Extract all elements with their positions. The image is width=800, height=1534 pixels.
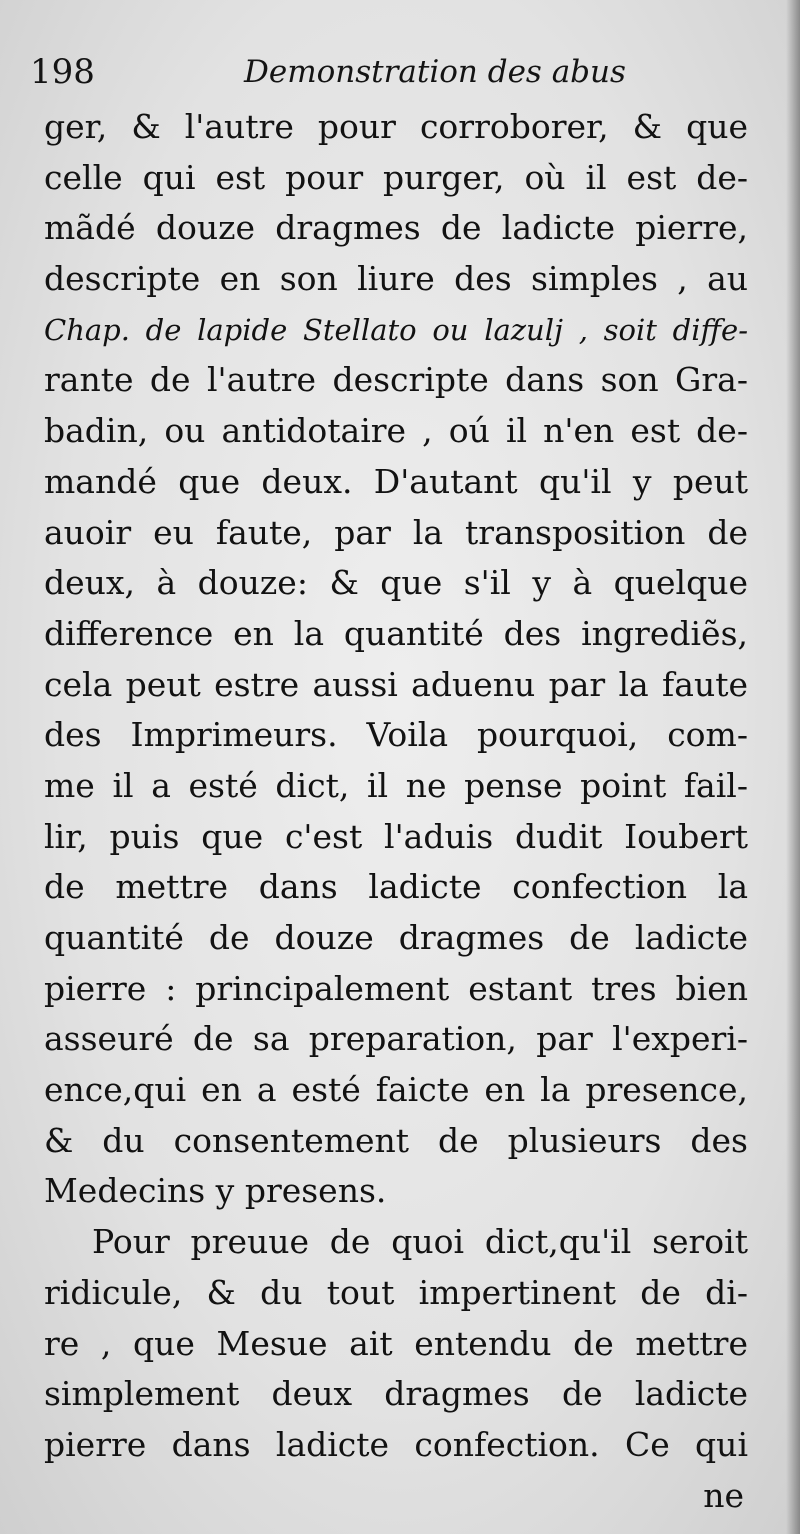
- text-line: auoir eu faute, par la transposition de: [44, 512, 748, 552]
- text-line-italic-reference: Chap. de lapide Stellato ou lazulj , soit diffe-: [44, 312, 748, 347]
- text-line: pierre : principalement estant tres bien: [44, 968, 748, 1008]
- text-line: badin, ou antidotaire , oú il n'en est de-: [44, 411, 748, 451]
- text-line: des Imprimeurs. Voila pourquoi, com-: [44, 715, 748, 755]
- text-line: difference en la quantité des ingrediẽs,: [44, 613, 748, 653]
- page-edge-shadow: [786, 0, 800, 1534]
- text-line: re , que Mesue ait entendu de mettre: [44, 1323, 748, 1363]
- text-line: ger, & l'autre pour corroborer, & que: [44, 107, 748, 146]
- text-line-paragraph-start: Pour preuue de quoi dict,qu'il seroit: [92, 1222, 748, 1262]
- text-line: rante de l'autre descripte dans son Gra-: [44, 360, 748, 400]
- text-line: lir, puis que c'est l'aduis dudit Ioubert: [44, 816, 748, 856]
- text-line: quantité de douze dragmes de ladicte: [44, 918, 748, 957]
- text-line: descripte en son liure des simples , au: [44, 259, 748, 299]
- text-line: ridicule, & du tout impertinent de di-: [44, 1272, 748, 1312]
- catchword: ne: [703, 1475, 744, 1515]
- text-line: de mettre dans ladicte confection la: [44, 867, 748, 907]
- text-line: celle qui est pour purger, où il est de-: [44, 157, 748, 197]
- text-line: mandé que deux. D'autant qu'il y peut: [44, 461, 748, 501]
- text-line: pierre dans ladicte confection. Ce qui: [44, 1424, 748, 1464]
- text-line: mãdé douze dragmes de ladicte pierre,: [44, 208, 748, 248]
- text-block: [44, 102, 748, 1521]
- text-line: deux, à douze: & que s'il y à quelque: [44, 563, 748, 603]
- text-line-paragraph-end: Medecins y presens.: [44, 1171, 387, 1211]
- text-line: & du consentement de plusieurs des: [44, 1120, 748, 1160]
- page-number: 198: [30, 52, 95, 92]
- text-line: cela peut estre aussi aduenu par la faute: [44, 664, 748, 704]
- text-line: ence,qui en a esté faicte en la presence,: [44, 1070, 748, 1110]
- running-title: Demonstration des abus: [244, 54, 626, 90]
- text-line: me il a esté dict, il ne pense point fail-: [44, 765, 748, 805]
- text-line: simplement deux dragmes de ladicte: [44, 1374, 748, 1414]
- text-line: asseuré de sa preparation, par l'experi-: [44, 1019, 748, 1059]
- running-head: [30, 52, 770, 102]
